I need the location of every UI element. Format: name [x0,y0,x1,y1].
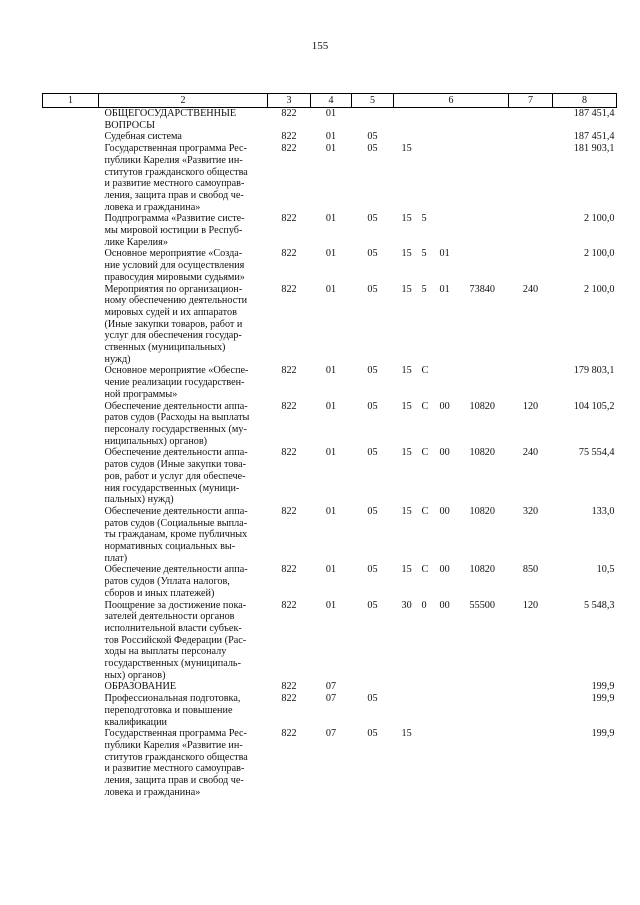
expense-type-cell: 240 [522,283,539,295]
target-article-part: 5 [421,248,427,260]
item-name-line: ной программы» [104,388,178,400]
section-code-cell: 01 [325,108,337,119]
item-name-line: ститутов гражданского общества [104,751,248,763]
amount-cell: 199,9 [591,681,615,693]
target-article-part: 10820 [469,400,495,412]
grbs-code-cell: 822 [281,505,297,517]
item-name-cell [99,143,268,213]
item-name-line: ных) органов) [104,669,166,681]
expense-type-cell [509,728,553,798]
subsection-code-cell: 05 [367,599,378,611]
item-name-line: ниципальных) органов) [104,435,208,447]
row-number-cell [43,401,99,448]
section-code-cell: 01 [325,213,337,225]
target-article-part: С [421,365,429,377]
target-article-part: 00 [439,400,450,412]
item-name-line: нормативных социальных вы- [104,541,236,553]
table-row [43,131,617,143]
expense-type-cell: 120 [522,400,539,412]
amount-cell: 187 451,4 [573,108,615,119]
grbs-code-cell: 822 [281,728,297,740]
target-article-part: 5 [421,213,427,225]
target-article-cell [394,506,509,565]
target-article-cell [394,681,509,693]
item-name-line: персоналу государственных (му- [104,423,247,435]
item-name-line: и развитие местного самоуправ- [104,178,245,190]
expense-type-cell [509,693,553,728]
expense-type-cell: 320 [522,505,539,517]
target-article-cell [394,131,509,143]
item-name-line: ратов судов (Иные закупки това- [104,459,247,471]
item-name-cell [99,284,268,366]
item-name-line: ловека и гражданина» [104,786,201,798]
item-name-line: сборов и иных платежей) [104,587,215,599]
target-article-part: С [421,564,429,576]
target-article-cell [394,600,509,682]
target-article-part: 00 [439,447,450,459]
header-row [43,94,617,108]
section-code-cell: 01 [325,505,337,517]
amount-cell: 2 100,0 [583,213,615,225]
target-article-part: 15 [401,400,412,412]
expense-type-cell [509,108,553,132]
subsection-code-cell: 05 [367,248,378,260]
item-name-line: ления, защита прав и свобод че- [104,189,244,201]
section-code-cell: 01 [325,564,337,576]
expense-type-cell: 850 [522,564,539,576]
row-number-cell [43,600,99,682]
subsection-code-cell: 05 [367,564,378,576]
row-number-cell [43,693,99,728]
item-name-line: исполнительной власти субъек- [104,622,242,634]
target-article-cell [394,401,509,448]
target-article-cell [394,248,509,283]
target-article-part: 0 [421,599,427,611]
item-name-cell [99,681,268,693]
section-code-cell: 07 [325,681,337,693]
section-code-cell: 07 [325,693,337,705]
table-row [43,681,617,693]
target-article-cell [394,213,509,248]
item-name-cell [99,564,268,599]
amount-cell: 199,9 [591,728,615,740]
subsection-code-cell: 05 [367,213,378,225]
amount-cell: 181 903,1 [573,143,615,155]
section-code-cell: 07 [325,728,337,740]
table-row [43,401,617,448]
target-article-part: 15 [401,213,412,225]
table-row [43,447,617,506]
item-name-line: ВОПРОСЫ [104,119,155,131]
item-name-line: чение реализации государствен- [104,377,245,389]
expense-type-cell [509,131,553,143]
item-name-line: лике Карелия» [104,236,168,248]
table-row [43,213,617,248]
row-number-cell [43,728,99,798]
item-name-cell [99,728,268,798]
target-article-cell [394,365,509,400]
table-row [43,564,617,599]
grbs-code-cell: 822 [281,365,297,377]
header-cell-2: 2 [99,94,268,108]
item-name-line: ОБЩЕГОСУДАРСТВЕННЫЕ [104,108,237,119]
table-body [43,108,617,799]
item-name-line: правосудия мировыми судьями» [104,271,245,283]
item-name-cell [99,506,268,565]
item-name-line: Обеспечение деятельности аппа- [104,564,248,576]
page-number: 155 [311,40,329,52]
target-article-part: 5 [421,283,427,295]
item-name-cell [99,248,268,283]
item-name-line: ров, работ и услуг для обеспече- [104,470,246,482]
section-code-cell: 01 [325,365,337,377]
grbs-code-cell: 822 [281,283,297,295]
row-number-cell [43,447,99,506]
grbs-code-cell: 822 [281,143,297,155]
item-name-line: ститутов гражданского общества [104,166,248,178]
grbs-code-cell: 822 [281,131,297,143]
header-cell-8: 8 [553,94,617,108]
subsection-code-cell: 05 [367,693,378,705]
target-article-part: 55500 [469,599,495,611]
table-row [43,248,617,283]
item-name-line: ратов судов (Расходы на выплаты [104,412,250,424]
item-name-line: ственных (муниципальных) [104,342,226,354]
subsection-code-cell: 05 [367,447,378,459]
subsection-code-cell: 05 [367,131,378,143]
target-article-cell [394,284,509,366]
item-name-line: пальных) нужд) [104,494,174,506]
item-name-line: ты гражданам, кроме публичных [104,529,248,541]
grbs-code-cell: 822 [281,213,297,225]
item-name-line: ления, защита прав и свобод че- [104,775,244,787]
subsection-code-cell: 05 [367,728,378,740]
item-name-line: квалификации [104,716,167,728]
grbs-code-cell: 822 [281,599,297,611]
target-article-cell [394,447,509,506]
item-name-line: Судебная система [104,131,182,143]
amount-cell: 10,5 [596,564,615,576]
subsection-code-cell: 05 [367,143,378,155]
section-code-cell: 01 [325,599,337,611]
target-article-cell [394,693,509,728]
expense-type-cell [509,365,553,400]
subsection-code-cell: 05 [367,283,378,295]
target-article-part: 15 [401,505,412,517]
grbs-code-cell: 822 [281,447,297,459]
expense-type-cell [509,681,553,693]
target-article-part: 10820 [469,447,495,459]
amount-cell: 199,9 [591,693,615,705]
section-code-cell: 01 [325,447,337,459]
target-article-part: 10820 [469,505,495,517]
amount-cell: 187 451,4 [573,131,615,143]
row-number-cell [43,108,99,132]
item-name-cell [99,401,268,448]
row-number-cell [43,284,99,366]
item-name-line: ратов судов (Уплата налогов, [104,576,230,588]
item-name-line: Государственная программа Рес- [104,143,247,155]
amount-cell: 179 803,1 [573,365,615,377]
section-code-cell: 01 [325,283,337,295]
item-name-line: ние условий для осуществления [104,260,245,272]
table-row [43,693,617,728]
target-article-part: 00 [439,505,450,517]
item-name-line: мы мировой юстиции в Респуб- [104,225,243,237]
item-name-cell [99,600,268,682]
amount-cell: 133,0 [591,505,615,517]
target-article-part: 00 [439,564,450,576]
grbs-code-cell: 822 [281,564,297,576]
amount-cell: 104 105,2 [573,400,615,412]
item-name-line: мировых судей и их аппаратов [104,306,237,318]
amount-cell: 75 554,4 [578,447,615,459]
item-name-cell [99,447,268,506]
target-article-cell [394,143,509,213]
header-cell-1: 1 [43,94,99,108]
item-name-line: (Иные закупки товаров, работ и [104,318,243,330]
target-article-part: С [421,447,429,459]
table-row [43,108,617,132]
item-name-line: Государственная программа Рес- [104,728,247,740]
item-name-line: Профессиональная подготовка, [104,693,241,705]
item-name-line: плат) [104,552,128,564]
row-number-cell [43,681,99,693]
item-name-cell [99,131,268,143]
item-name-line: ОБРАЗОВАНИЕ [104,681,177,693]
target-article-part: 00 [439,599,450,611]
header-cell-6: 6 [394,94,509,108]
table-row [43,365,617,400]
item-name-cell [99,108,268,132]
item-name-line: ловека и гражданина» [104,201,201,213]
item-name-line: нужд) [104,353,131,365]
header-cell-4: 4 [311,94,352,108]
row-number-cell [43,213,99,248]
item-name-line: публики Карелия «Развитие ин- [104,739,243,751]
item-name-line: ному обеспечению деятельности [104,295,248,307]
expense-type-cell [509,248,553,283]
target-article-part: 01 [439,283,450,295]
item-name-line: Основное мероприятие «Обеспе- [104,365,249,377]
target-article-part: 15 [401,728,412,740]
item-name-line: и развитие местного самоуправ- [104,763,245,775]
row-number-cell [43,131,99,143]
target-article-part: 73840 [469,283,495,295]
target-article-part: 10820 [469,564,495,576]
subsection-code-cell [352,681,394,693]
row-number-cell [43,506,99,565]
grbs-code-cell: 822 [281,400,297,412]
item-name-line: ния государственных (муници- [104,482,240,494]
section-code-cell: 01 [325,248,337,260]
item-name-line: публики Карелия «Развитие ин- [104,154,243,166]
grbs-code-cell: 822 [281,681,297,693]
grbs-code-cell: 822 [281,693,297,705]
grbs-code-cell: 822 [281,108,297,119]
subsection-code-cell [352,108,394,132]
item-name-line: Подпрограмма «Развитие систе- [104,213,245,225]
table-row [43,284,617,366]
subsection-code-cell: 05 [367,505,378,517]
expense-type-cell [509,143,553,213]
target-article-part: 15 [401,564,412,576]
item-name-cell [99,693,268,728]
header-cell-7: 7 [509,94,553,108]
item-name-cell [99,365,268,400]
target-article-part: 15 [401,447,412,459]
target-article-part: С [421,505,429,517]
item-name-line: Обеспечение деятельности аппа- [104,400,248,412]
row-number-cell [43,564,99,599]
expense-type-cell [509,213,553,248]
row-number-cell [43,365,99,400]
item-name-line: Мероприятия по организацион- [104,283,243,295]
item-name-line: государственных (муниципаль- [104,658,241,670]
grbs-code-cell: 822 [281,248,297,260]
target-article-part: 15 [401,143,412,155]
item-name-line: тов Российской Федерации (Рас- [104,634,247,646]
table-row [43,506,617,565]
item-name-line: Поощрение за достижение пока- [104,599,247,611]
item-name-cell [99,213,268,248]
target-article-cell [394,728,509,798]
target-article-part: 30 [401,599,412,611]
subsection-code-cell: 05 [367,365,378,377]
target-article-part: 01 [439,248,450,260]
expense-type-cell: 240 [522,447,539,459]
expense-type-cell: 120 [522,599,539,611]
amount-cell: 2 100,0 [583,283,615,295]
target-article-part: 15 [401,365,412,377]
row-number-cell [43,143,99,213]
item-name-line: Обеспечение деятельности аппа- [104,447,248,459]
item-name-line: зателей деятельности органов [104,611,235,623]
target-article-cell [394,564,509,599]
amount-cell: 5 548,3 [583,599,615,611]
section-code-cell: 01 [325,143,337,155]
item-name-line: ходы на выплаты персоналу [104,646,227,658]
item-name-line: ратов судов (Социальные выпла- [104,517,248,529]
item-name-line: переподготовка и повышение [104,704,233,716]
section-code-cell: 01 [325,400,337,412]
budget-table [42,93,617,798]
target-article-part: С [421,400,429,412]
item-name-line: услуг для обеспечения государ- [104,330,242,342]
section-code-cell: 01 [325,131,337,143]
table-row [43,143,617,213]
target-article-part: 15 [401,283,412,295]
item-name-line: Основное мероприятие «Созда- [104,248,243,260]
table-row [43,600,617,682]
amount-cell: 2 100,0 [583,248,615,260]
subsection-code-cell: 05 [367,400,378,412]
header-cell-5: 5 [352,94,394,108]
table-row [43,728,617,798]
row-number-cell [43,248,99,283]
target-article-part: 15 [401,248,412,260]
header-cell-3: 3 [268,94,311,108]
item-name-line: Обеспечение деятельности аппа- [104,505,248,517]
target-article-cell [394,108,509,132]
